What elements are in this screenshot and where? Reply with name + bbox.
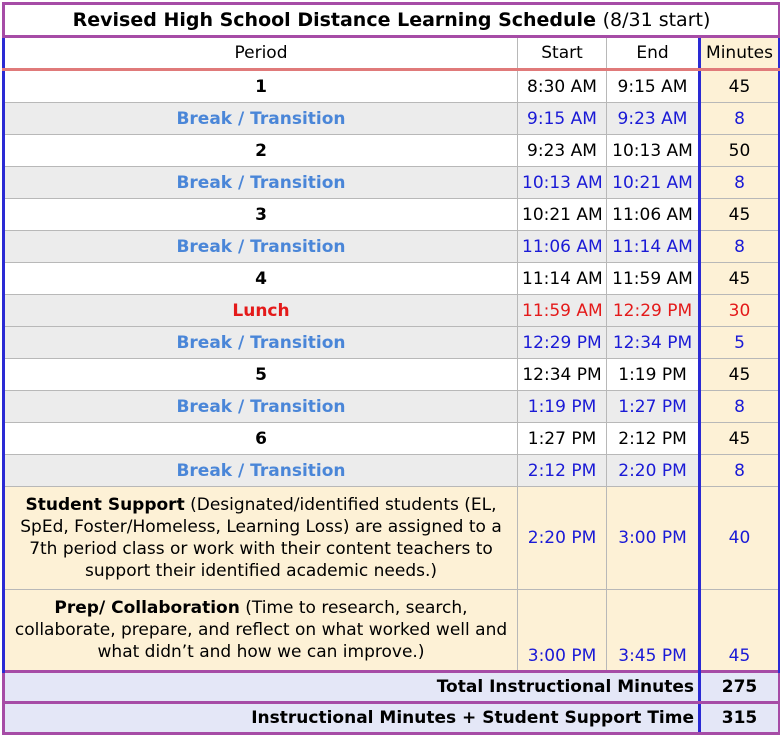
start-cell: 11:14 AM: [518, 263, 607, 295]
period-cell: Break / Transition: [4, 167, 518, 199]
start-cell: 12:29 PM: [518, 327, 607, 359]
minutes-cell: 8: [700, 455, 780, 487]
student-support-text: (Designated/identified students (EL, SpEd, Foster/Homeless, Learning Loss) are assigned to a 7th period class or work with their content teachers to support their identified academic needs.): [20, 495, 502, 581]
start-cell: 11:59 AM: [518, 295, 607, 327]
start-cell: 2:12 PM: [518, 455, 607, 487]
period-row: [4, 135, 780, 167]
break-row: [4, 391, 780, 423]
prep-label: Prep/ Collaboration: [54, 598, 240, 618]
end-cell: 11:06 AM: [607, 199, 700, 231]
schedule-table: [2, 2, 780, 735]
period-cell: 3: [4, 199, 518, 231]
minutes-cell: 8: [700, 103, 780, 135]
header-start: Start: [518, 37, 607, 70]
student-support-end: 3:00 PM: [607, 487, 700, 590]
total-label-instructional: Total Instructional Minutes: [4, 672, 700, 703]
minutes-cell: 50: [700, 135, 780, 167]
prep-end: 3:45 PM: [607, 590, 700, 672]
header-minutes: Minutes: [700, 37, 780, 70]
header-row: [4, 37, 780, 70]
period-cell: Break / Transition: [4, 455, 518, 487]
minutes-cell: 5: [700, 327, 780, 359]
period-cell: Break / Transition: [4, 103, 518, 135]
break-row: [4, 231, 780, 263]
prep-minutes: 45: [700, 590, 780, 672]
total-label-with-support: Instructional Minutes + Student Support Time: [4, 703, 700, 734]
schedule-rows: [4, 70, 780, 487]
start-cell: 1:27 PM: [518, 423, 607, 455]
start-cell: 9:15 AM: [518, 103, 607, 135]
end-cell: 1:27 PM: [607, 391, 700, 423]
end-cell: 11:59 AM: [607, 263, 700, 295]
end-cell: 1:19 PM: [607, 359, 700, 391]
end-cell: 10:21 AM: [607, 167, 700, 199]
end-cell: 10:13 AM: [607, 135, 700, 167]
end-cell: 9:15 AM: [607, 70, 700, 103]
period-cell: 1: [4, 70, 518, 103]
period-cell: 4: [4, 263, 518, 295]
minutes-cell: 45: [700, 263, 780, 295]
minutes-cell: 45: [700, 359, 780, 391]
minutes-cell: 30: [700, 295, 780, 327]
start-cell: 8:30 AM: [518, 70, 607, 103]
student-support-row: [4, 487, 780, 590]
total-row-instructional: [4, 672, 780, 703]
prep-text: (Time to research, search, collaborate, prepare, and reflect on what worked well and what didn’t and how we can improve.): [14, 598, 508, 662]
start-cell: 9:23 AM: [518, 135, 607, 167]
end-cell: 2:12 PM: [607, 423, 700, 455]
break-row: [4, 455, 780, 487]
start-cell: 10:21 AM: [518, 199, 607, 231]
break-row: [4, 103, 780, 135]
minutes-cell: 45: [700, 70, 780, 103]
title-date: (8/31 start): [602, 9, 711, 31]
student-support-minutes: 40: [700, 487, 780, 590]
period-row: [4, 199, 780, 231]
period-row: [4, 423, 780, 455]
end-cell: 2:20 PM: [607, 455, 700, 487]
end-cell: 12:29 PM: [607, 295, 700, 327]
period-row: [4, 359, 780, 391]
student-support-start: 2:20 PM: [518, 487, 607, 590]
minutes-cell: 45: [700, 199, 780, 231]
break-row: [4, 167, 780, 199]
total-value-instructional: 275: [700, 672, 780, 703]
minutes-cell: 8: [700, 167, 780, 199]
prep-description: [4, 590, 518, 672]
break-row: [4, 327, 780, 359]
end-cell: 9:23 AM: [607, 103, 700, 135]
prep-row: [4, 590, 780, 672]
table-title: [4, 4, 780, 37]
prep-start: 3:00 PM: [518, 590, 607, 672]
minutes-cell: 8: [700, 391, 780, 423]
period-cell: 2: [4, 135, 518, 167]
student-support-label: Student Support: [25, 495, 185, 515]
total-row-with-support: [4, 703, 780, 734]
title-main: Revised High School Distance Learning Schedule: [72, 9, 596, 31]
schedule-sheet: [2, 2, 778, 735]
start-cell: 11:06 AM: [518, 231, 607, 263]
header-end: End: [607, 37, 700, 70]
period-row: [4, 70, 780, 103]
period-cell: Break / Transition: [4, 231, 518, 263]
period-cell: Break / Transition: [4, 327, 518, 359]
start-cell: 12:34 PM: [518, 359, 607, 391]
title-row: [4, 4, 780, 37]
lunch-row: [4, 295, 780, 327]
period-row: [4, 263, 780, 295]
period-cell: 6: [4, 423, 518, 455]
period-cell: Break / Transition: [4, 391, 518, 423]
minutes-cell: 45: [700, 423, 780, 455]
header-period: Period: [4, 37, 518, 70]
start-cell: 1:19 PM: [518, 391, 607, 423]
total-value-with-support: 315: [700, 703, 780, 734]
period-cell: 5: [4, 359, 518, 391]
start-cell: 10:13 AM: [518, 167, 607, 199]
end-cell: 11:14 AM: [607, 231, 700, 263]
period-cell: Lunch: [4, 295, 518, 327]
student-support-description: [4, 487, 518, 590]
end-cell: 12:34 PM: [607, 327, 700, 359]
minutes-cell: 8: [700, 231, 780, 263]
